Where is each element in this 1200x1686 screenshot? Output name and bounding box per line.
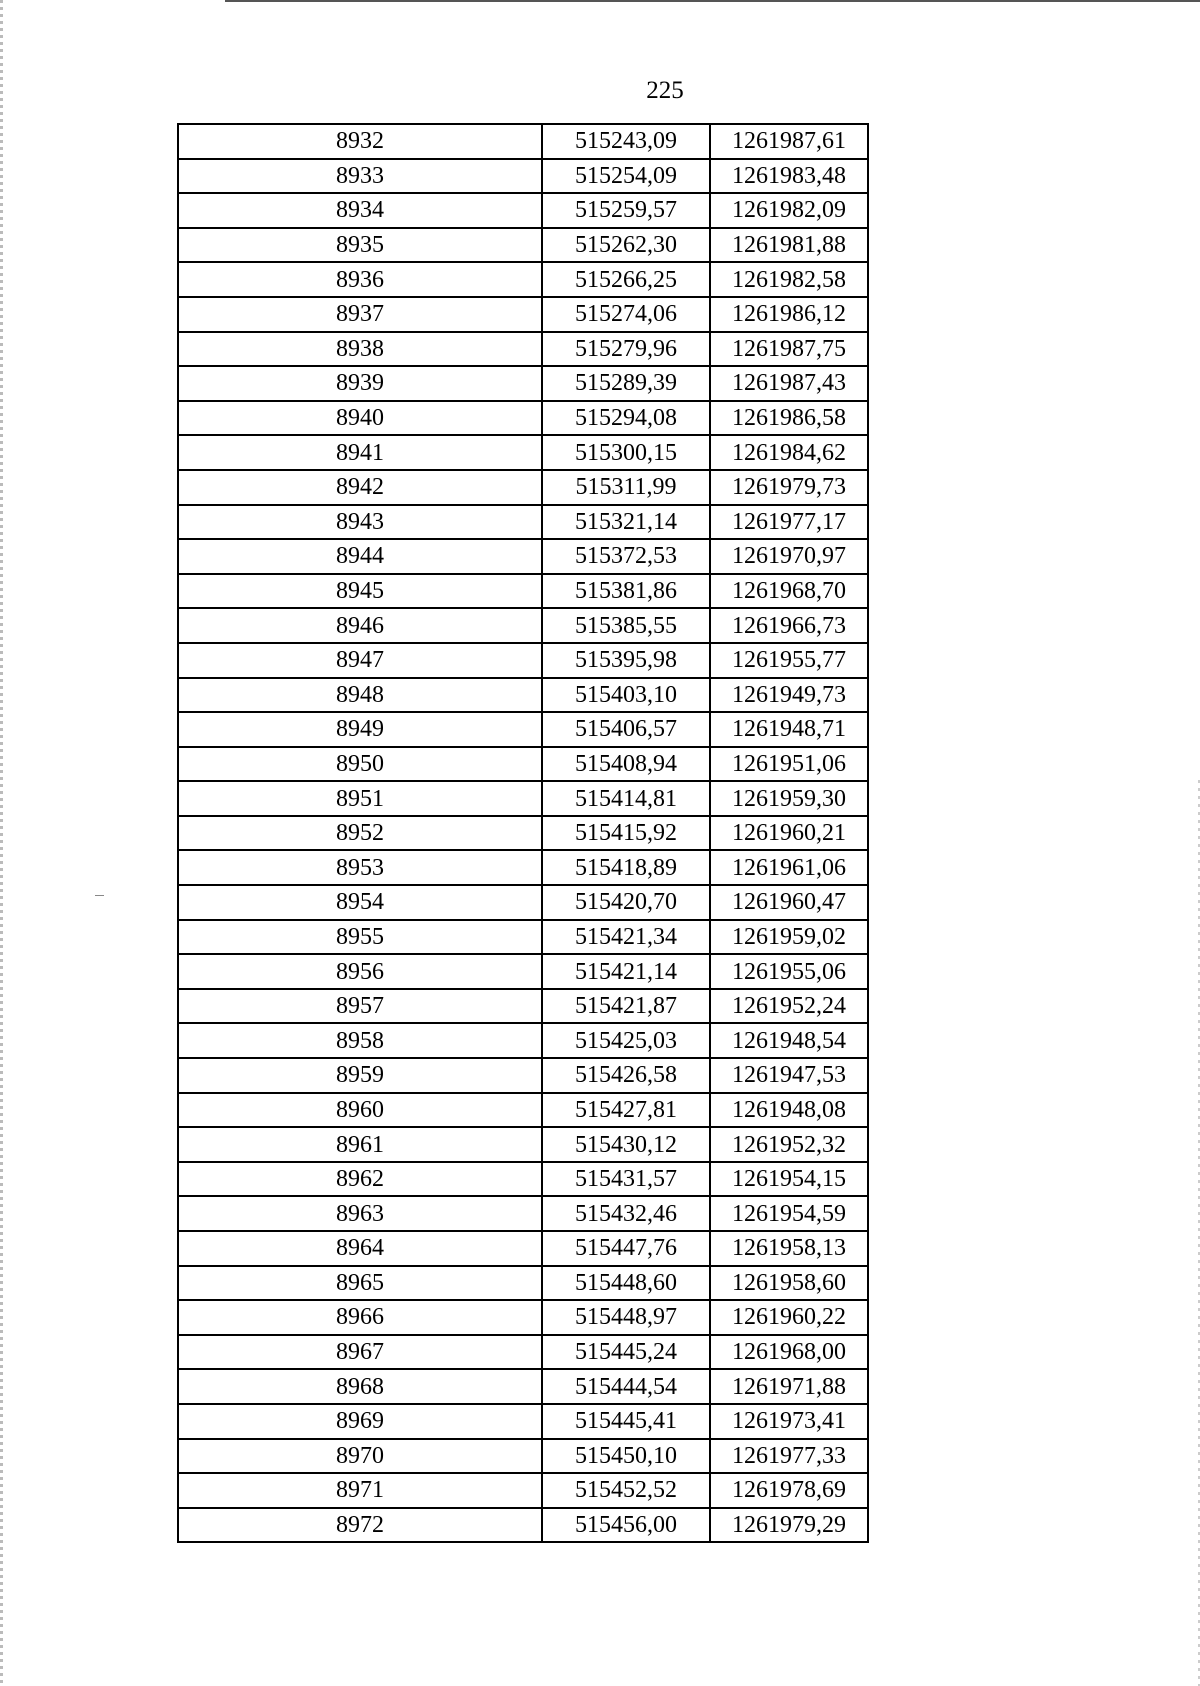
x-coordinate-cell: 515415,92 (542, 816, 710, 851)
x-coordinate-cell: 515448,60 (542, 1266, 710, 1301)
point-number-cell: 8940 (178, 401, 542, 436)
x-coordinate-cell: 515289,39 (542, 366, 710, 401)
point-number-cell: 8938 (178, 332, 542, 367)
x-coordinate-cell: 515421,87 (542, 989, 710, 1024)
table-row (178, 1023, 868, 1058)
y-coordinate-cell: 1261982,09 (710, 193, 868, 228)
table-row (178, 678, 868, 713)
point-number-cell: 8953 (178, 850, 542, 885)
table-row (178, 643, 868, 678)
table-row (178, 1266, 868, 1301)
y-coordinate-cell: 1261987,75 (710, 332, 868, 367)
y-coordinate-cell: 1261979,29 (710, 1508, 868, 1543)
point-number-cell: 8964 (178, 1231, 542, 1266)
table-row (178, 297, 868, 332)
x-coordinate-cell: 515266,25 (542, 262, 710, 297)
x-coordinate-cell: 515445,24 (542, 1335, 710, 1370)
point-number-cell: 8948 (178, 678, 542, 713)
y-coordinate-cell: 1261966,73 (710, 608, 868, 643)
table-row (178, 1127, 868, 1162)
x-coordinate-cell: 515395,98 (542, 643, 710, 678)
y-coordinate-cell: 1261987,43 (710, 366, 868, 401)
point-number-cell: 8970 (178, 1439, 542, 1474)
point-number-cell: 8955 (178, 920, 542, 955)
table-row (178, 1335, 868, 1370)
x-coordinate-cell: 515420,70 (542, 885, 710, 920)
y-coordinate-cell: 1261986,58 (710, 401, 868, 436)
point-number-cell: 8950 (178, 747, 542, 782)
page-number: 225 (646, 77, 684, 104)
point-number-cell: 8937 (178, 297, 542, 332)
table-row (178, 401, 868, 436)
table-row (178, 470, 868, 505)
table-row (178, 1473, 868, 1508)
table-row (178, 159, 868, 194)
y-coordinate-cell: 1261958,60 (710, 1266, 868, 1301)
x-coordinate-cell: 515408,94 (542, 747, 710, 782)
y-coordinate-cell: 1261984,62 (710, 435, 868, 470)
point-number-cell: 8933 (178, 159, 542, 194)
table-row (178, 989, 868, 1024)
table-row (178, 1058, 868, 1093)
x-coordinate-cell: 515300,15 (542, 435, 710, 470)
table-row (178, 885, 868, 920)
x-coordinate-cell: 515426,58 (542, 1058, 710, 1093)
table-row (178, 332, 868, 367)
table-row (178, 608, 868, 643)
x-coordinate-cell: 515427,81 (542, 1093, 710, 1128)
x-coordinate-cell: 515418,89 (542, 850, 710, 885)
point-number-cell: 8960 (178, 1093, 542, 1128)
y-coordinate-cell: 1261954,15 (710, 1162, 868, 1197)
y-coordinate-cell: 1261977,33 (710, 1439, 868, 1474)
point-number-cell: 8965 (178, 1266, 542, 1301)
point-number-cell: 8959 (178, 1058, 542, 1093)
scan-left-edge (0, 0, 3, 1686)
y-coordinate-cell: 1261949,73 (710, 678, 868, 713)
y-coordinate-cell: 1261959,30 (710, 781, 868, 816)
table-row (178, 193, 868, 228)
y-coordinate-cell: 1261947,53 (710, 1058, 868, 1093)
y-coordinate-cell: 1261978,69 (710, 1473, 868, 1508)
y-coordinate-cell: 1261959,02 (710, 920, 868, 955)
x-coordinate-cell: 515452,52 (542, 1473, 710, 1508)
y-coordinate-cell: 1261986,12 (710, 297, 868, 332)
x-coordinate-cell: 515279,96 (542, 332, 710, 367)
x-coordinate-cell: 515385,55 (542, 608, 710, 643)
y-coordinate-cell: 1261960,22 (710, 1300, 868, 1335)
point-number-cell: 8968 (178, 1369, 542, 1404)
y-coordinate-cell: 1261961,06 (710, 850, 868, 885)
coordinates-table (177, 123, 869, 1543)
table-row (178, 816, 868, 851)
point-number-cell: 8942 (178, 470, 542, 505)
point-number-cell: 8935 (178, 228, 542, 263)
point-number-cell: 8951 (178, 781, 542, 816)
x-coordinate-cell: 515450,10 (542, 1439, 710, 1474)
x-coordinate-cell: 515406,57 (542, 712, 710, 747)
point-number-cell: 8971 (178, 1473, 542, 1508)
point-number-cell: 8969 (178, 1404, 542, 1439)
x-coordinate-cell: 515448,97 (542, 1300, 710, 1335)
x-coordinate-cell: 515445,41 (542, 1404, 710, 1439)
table-row (178, 1162, 868, 1197)
x-coordinate-cell: 515447,76 (542, 1231, 710, 1266)
point-number-cell: 8939 (178, 366, 542, 401)
point-number-cell: 8963 (178, 1196, 542, 1231)
x-coordinate-cell: 515372,53 (542, 539, 710, 574)
table-row (178, 1300, 868, 1335)
x-coordinate-cell: 515432,46 (542, 1196, 710, 1231)
table-row (178, 1093, 868, 1128)
point-number-cell: 8949 (178, 712, 542, 747)
x-coordinate-cell: 515456,00 (542, 1508, 710, 1543)
table-row (178, 1196, 868, 1231)
x-coordinate-cell: 515421,14 (542, 954, 710, 989)
y-coordinate-cell: 1261973,41 (710, 1404, 868, 1439)
point-number-cell: 8952 (178, 816, 542, 851)
y-coordinate-cell: 1261952,24 (710, 989, 868, 1024)
point-number-cell: 8954 (178, 885, 542, 920)
table-row (178, 712, 868, 747)
y-coordinate-cell: 1261952,32 (710, 1127, 868, 1162)
y-coordinate-cell: 1261982,58 (710, 262, 868, 297)
point-number-cell: 8957 (178, 989, 542, 1024)
point-number-cell: 8972 (178, 1508, 542, 1543)
y-coordinate-cell: 1261977,17 (710, 505, 868, 540)
y-coordinate-cell: 1261971,88 (710, 1369, 868, 1404)
point-number-cell: 8958 (178, 1023, 542, 1058)
x-coordinate-cell: 515430,12 (542, 1127, 710, 1162)
x-coordinate-cell: 515243,09 (542, 124, 710, 159)
x-coordinate-cell: 515274,06 (542, 297, 710, 332)
coordinates-table-body (178, 124, 868, 1542)
y-coordinate-cell: 1261948,71 (710, 712, 868, 747)
y-coordinate-cell: 1261951,06 (710, 747, 868, 782)
y-coordinate-cell: 1261958,13 (710, 1231, 868, 1266)
table-row (178, 781, 868, 816)
table-row (178, 124, 868, 159)
table-row (178, 505, 868, 540)
x-coordinate-cell: 515294,08 (542, 401, 710, 436)
top-rule (225, 0, 1200, 2)
table-row (178, 366, 868, 401)
x-coordinate-cell: 515259,57 (542, 193, 710, 228)
y-coordinate-cell: 1261960,47 (710, 885, 868, 920)
y-coordinate-cell: 1261983,48 (710, 159, 868, 194)
y-coordinate-cell: 1261960,21 (710, 816, 868, 851)
table-row (178, 574, 868, 609)
y-coordinate-cell: 1261948,54 (710, 1023, 868, 1058)
table-row (178, 539, 868, 574)
y-coordinate-cell: 1261948,08 (710, 1093, 868, 1128)
table-row (178, 1231, 868, 1266)
y-coordinate-cell: 1261970,97 (710, 539, 868, 574)
y-coordinate-cell: 1261968,70 (710, 574, 868, 609)
table-row (178, 850, 868, 885)
x-coordinate-cell: 515254,09 (542, 159, 710, 194)
point-number-cell: 8944 (178, 539, 542, 574)
x-coordinate-cell: 515321,14 (542, 505, 710, 540)
point-number-cell: 8966 (178, 1300, 542, 1335)
y-coordinate-cell: 1261954,59 (710, 1196, 868, 1231)
x-coordinate-cell: 515262,30 (542, 228, 710, 263)
point-number-cell: 8943 (178, 505, 542, 540)
table-row (178, 1439, 868, 1474)
table-row (178, 954, 868, 989)
point-number-cell: 8936 (178, 262, 542, 297)
point-number-cell: 8932 (178, 124, 542, 159)
point-number-cell: 8967 (178, 1335, 542, 1370)
y-coordinate-cell: 1261955,77 (710, 643, 868, 678)
table-row (178, 747, 868, 782)
y-coordinate-cell: 1261979,73 (710, 470, 868, 505)
x-coordinate-cell: 515421,34 (542, 920, 710, 955)
table-row (178, 1404, 868, 1439)
point-number-cell: 8961 (178, 1127, 542, 1162)
point-number-cell: 8934 (178, 193, 542, 228)
point-number-cell: 8946 (178, 608, 542, 643)
x-coordinate-cell: 515403,10 (542, 678, 710, 713)
point-number-cell: 8947 (178, 643, 542, 678)
x-coordinate-cell: 515425,03 (542, 1023, 710, 1058)
x-coordinate-cell: 515444,54 (542, 1369, 710, 1404)
y-coordinate-cell: 1261955,06 (710, 954, 868, 989)
table-row (178, 435, 868, 470)
table-row (178, 920, 868, 955)
x-coordinate-cell: 515431,57 (542, 1162, 710, 1197)
table-row (178, 1508, 868, 1543)
y-coordinate-cell: 1261968,00 (710, 1335, 868, 1370)
x-coordinate-cell: 515414,81 (542, 781, 710, 816)
x-coordinate-cell: 515311,99 (542, 470, 710, 505)
y-coordinate-cell: 1261981,88 (710, 228, 868, 263)
point-number-cell: 8945 (178, 574, 542, 609)
y-coordinate-cell: 1261987,61 (710, 124, 868, 159)
point-number-cell: 8962 (178, 1162, 542, 1197)
x-coordinate-cell: 515381,86 (542, 574, 710, 609)
stray-mark (95, 895, 104, 896)
table-row (178, 228, 868, 263)
table-row (178, 262, 868, 297)
point-number-cell: 8941 (178, 435, 542, 470)
table-row (178, 1369, 868, 1404)
point-number-cell: 8956 (178, 954, 542, 989)
